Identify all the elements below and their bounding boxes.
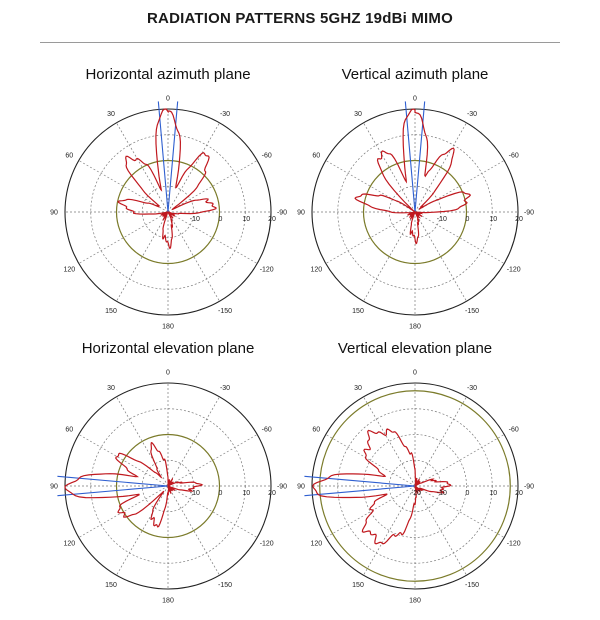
angle-label: 60 [65,152,74,160]
angle-label: 30 [354,110,362,118]
angle-label: -90 [523,483,535,491]
radial-label: 20 [268,490,276,497]
chart-title: Vertical elevation plane [337,340,493,357]
angle-label: -60 [261,426,272,434]
chart-title: Horizontal azimuth plane [85,66,251,83]
angle-label: -150 [217,582,233,590]
chart-title: Vertical azimuth plane [341,66,489,83]
angle-label: -30 [219,384,231,392]
radial-label: -10 [436,490,447,497]
angle-label: 60 [312,426,321,434]
angle-label: -60 [508,426,519,434]
angle-label: 180 [409,597,421,605]
angle-label: 30 [107,384,115,392]
angle-label: -60 [261,152,272,160]
radiation-pattern [118,109,216,248]
angle-label: -60 [508,152,519,160]
angle-label: 0 [413,369,417,377]
angle-label: 90 [297,483,305,491]
angle-label: 60 [312,152,321,160]
radial-label: -10 [436,216,447,223]
angle-label: -150 [464,582,480,590]
radial-label: 0 [465,216,470,223]
chart-vertical-azimuth [265,66,565,341]
angle-label: -150 [217,308,233,316]
angle-label: 150 [105,582,117,590]
radial-label: 20 [515,216,523,223]
angle-label: 0 [166,369,170,377]
title-divider [40,42,560,43]
angle-label: 60 [65,426,74,434]
polar-plot [265,360,565,620]
beamwidth-line [168,101,178,212]
polar-plot [265,86,565,346]
beamwidth-line [304,486,415,496]
radial-label: 0 [218,216,223,223]
angle-label: -120 [506,266,521,274]
radiation-pattern [312,426,451,544]
beamwidth-line [415,101,425,212]
radial-label: -10 [189,216,200,223]
angle-label: 150 [352,582,364,590]
radiation-pattern [65,443,202,527]
angle-label: -150 [464,308,480,316]
radial-label: 10 [242,490,251,497]
page-title: RADIATION PATTERNS 5GHZ 19dBi MIMO [147,10,453,27]
angle-label: 0 [166,95,170,103]
radial-label: 10 [489,490,498,497]
angle-label: -120 [506,540,521,548]
chart-vertical-elevation [265,340,565,615]
angle-label: 150 [352,308,364,316]
angle-label: 120 [310,266,323,274]
radial-label: 0 [218,490,223,497]
angle-label: -30 [466,110,478,118]
radial-label: 20 [515,490,523,497]
radial-label: -20 [410,490,422,497]
angle-label: -90 [523,209,535,217]
radial-label: -10 [189,490,200,497]
radial-label: 10 [489,216,498,223]
radial-label: 10 [242,216,251,223]
grid-spoke [364,397,416,486]
grid-spoke [364,486,416,575]
angle-label: 90 [50,209,58,217]
angle-label: 90 [50,483,58,491]
radiation-pattern [355,109,470,244]
grid-spoke [326,486,415,538]
angle-label: 0 [413,95,417,103]
angle-label: -30 [466,384,478,392]
radial-label: 20 [268,216,276,223]
angle-label: 180 [162,597,174,605]
angle-label: 150 [105,308,117,316]
angle-label: 30 [107,110,115,118]
angle-label: -120 [259,540,274,548]
angle-label: -90 [276,209,288,217]
angle-label: -90 [276,483,288,491]
angle-label: -120 [259,266,274,274]
chart-title: Horizontal elevation plane [81,340,255,357]
angle-label: 180 [162,323,174,331]
angle-label: 120 [310,540,323,548]
angle-label: 30 [354,384,362,392]
radial-label: 0 [465,490,470,497]
angle-label: -30 [219,110,231,118]
angle-label: 180 [409,323,421,331]
angle-label: 120 [63,540,76,548]
angle-label: 90 [297,209,305,217]
angle-label: 120 [63,266,76,274]
